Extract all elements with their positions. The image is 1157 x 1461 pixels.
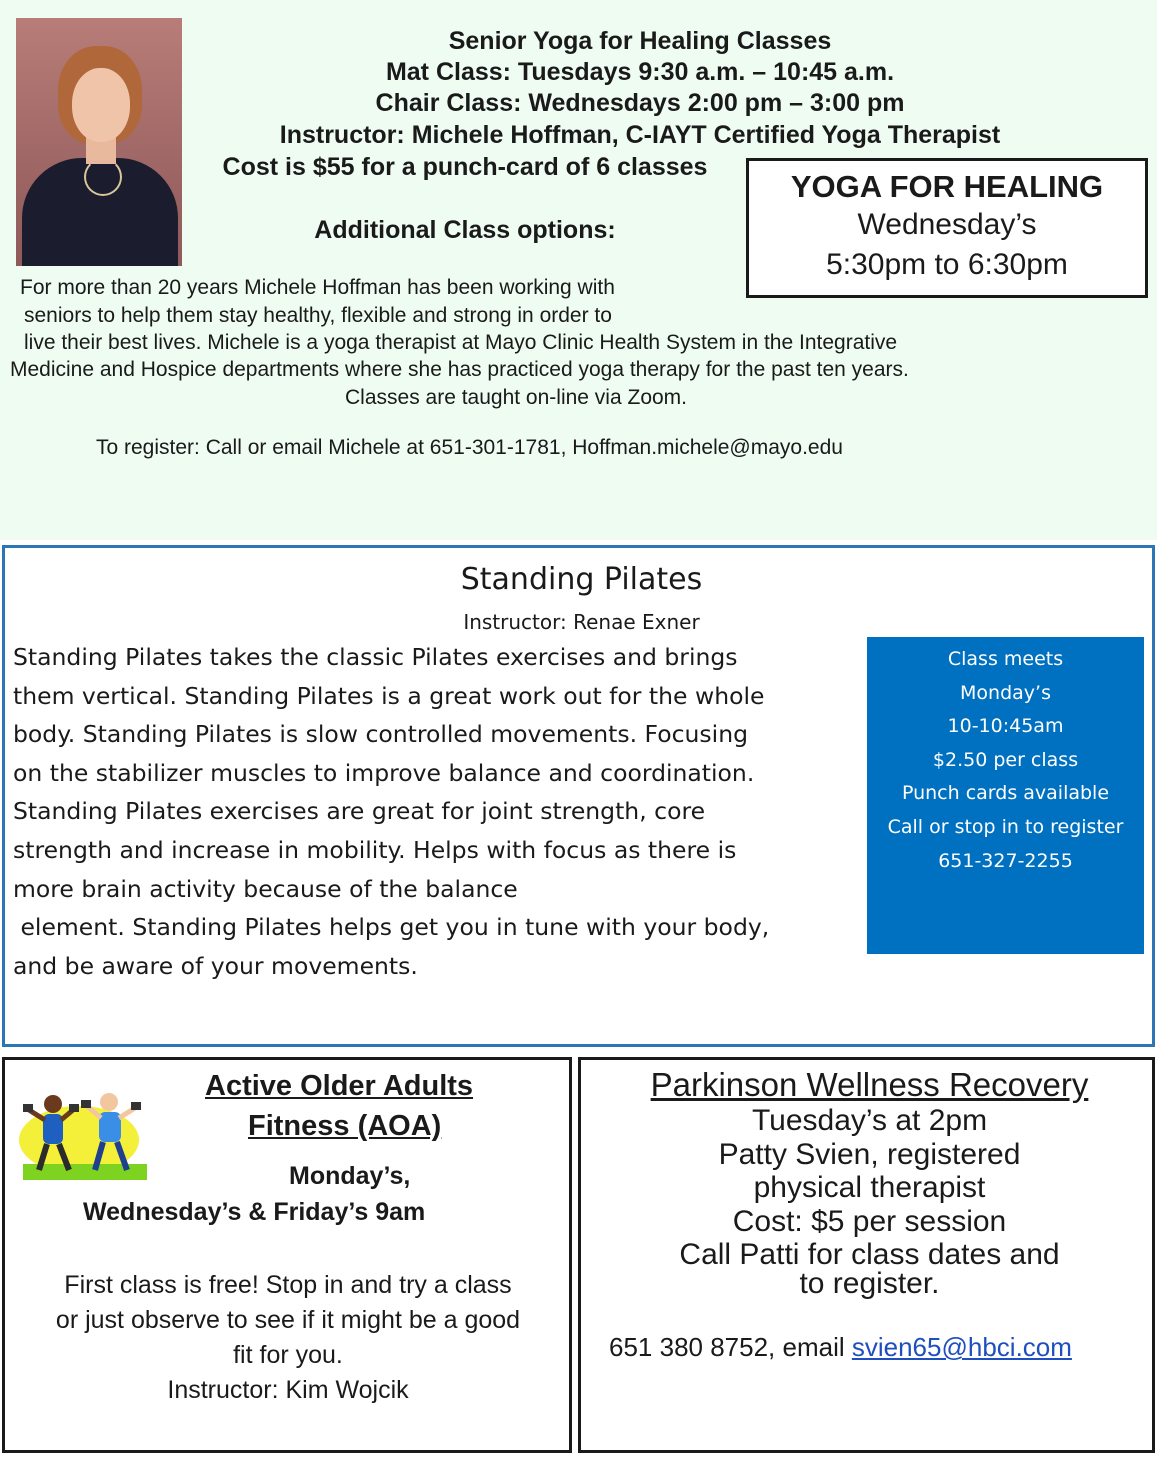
pilates-description-line: and be aware of your movements. [13,951,418,980]
parkinson-detail-line: Patty Svien, registered [718,1137,1021,1171]
pilates-description-line: more brain activity because of the balance [13,874,518,903]
yoga-cost: Cost is $55 for a punch-card of 6 classes [222,153,708,181]
yoga-description-line: For more than 20 years Michele Hoffman has been working with [20,276,615,299]
parkinson-detail-line: to register. [799,1266,940,1300]
aoa-description-line: or just observe to see if it might be a good [55,1306,521,1334]
pilates-description-line: strength and increase in mobility. Helps with focus as there is [13,835,737,864]
pilates-description-line: on the stabilizer muscles to improve balance and coordination. [13,758,755,787]
pilates-box-line: Monday’s [960,681,1051,704]
parkinson-phone: 651 380 8752, email [609,1332,852,1362]
aoa-days: Wednesday’s & Friday’s 9am [83,1198,426,1226]
aoa-section [2,1057,572,1453]
pilates-box-line: $2.50 per class [932,748,1079,771]
yoga-chair-class: Chair Class: Wednesdays 2:00 pm – 3:00 pm [375,89,905,117]
pilates-instructor: Instructor: Renae Exner [463,610,700,634]
aoa-description-line: fit for you. [233,1341,343,1369]
pilates-description-line: element. Standing Pilates helps get you in tune with your body, [13,913,770,942]
pilates-box-line: Call or stop in to register [887,815,1124,838]
parkinson-section [578,1057,1155,1453]
parkinson-detail-line: Cost: $5 per session [732,1204,1007,1238]
pilates-description [13,638,863,985]
pilates-schedule-box [867,637,1144,954]
parkinson-email-link[interactable]: svien65@hbci.com [851,1332,1072,1362]
pilates-title: Standing Pilates [460,562,703,597]
exercise-clipart [17,1080,153,1182]
yoga-additional-options: Additional Class options: [314,216,616,244]
parkinson-detail-line: physical therapist [753,1171,986,1204]
pilates-description-line: body. Standing Pilates is slow controlled movements. Focusing [13,720,749,749]
aoa-days: Monday’s, [289,1162,411,1190]
pilates-description-line: Standing Pilates takes the classic Pilates exercises and brings [13,643,738,671]
parkinson-detail-line: Call Patti for class dates and [679,1238,1060,1271]
yoga-description-line: live their best lives. Michele is a yoga therapist at Mayo Clinic Health System in the Integrative [24,331,898,354]
pilates-box-line: 651-327-2255 [938,849,1073,872]
parkinson-contact [609,1332,1072,1363]
parkinson-title: Parkinson Wellness Recovery [650,1066,1089,1103]
photo-face [72,68,130,142]
parkinson-detail-line: Tuesday’s at 2pm [751,1104,988,1137]
yoga-register-info: To register: Call or email Michele at 651-301-1781, Hoffman.michele@mayo.edu [96,436,843,459]
aoa-instructor: Instructor: Kim Wojcik [167,1376,409,1404]
instructor-photo [16,18,182,266]
parkinson-details [581,1104,1157,1300]
yoga-instructor: Instructor: Michele Hoffman, C-IAYT Certified Yoga Therapist [279,121,1001,149]
pilates-box-line: 10-10:45am [947,715,1064,738]
pilates-description-line: Standing Pilates exercises are great for joint strength, core [13,797,706,826]
aoa-description [5,1268,571,1408]
aoa-title: Fitness (AOA) [248,1110,442,1142]
aoa-description-line: First class is free! Stop in and try a class [64,1271,512,1299]
pilates-section [2,545,1155,1047]
yoga-for-healing-time: 5:30pm to 6:30pm [826,248,1068,281]
yoga-mat-class: Mat Class: Tuesdays 9:30 a.m. – 10:45 a.m. [385,58,895,86]
pilates-box-line: Class meets [947,648,1064,670]
yoga-description-line: seniors to help them stay healthy, flexible and strong in order to [24,304,612,327]
aoa-title: Active Older Adults [205,1070,474,1102]
pilates-description-line: them vertical. Standing Pilates is a great work out for the whole [13,681,765,710]
photo-necklace [84,158,122,196]
pilates-box-line: Punch cards available [901,782,1110,805]
yoga-section [0,0,1157,540]
yoga-for-healing-day: Wednesday’s [857,208,1037,241]
yoga-description-line: Classes are taught on-line via Zoom. [345,386,687,409]
yoga-title: Senior Yoga for Healing Classes [448,27,832,55]
yoga-description-line: Medicine and Hospice departments where she has practiced yoga therapy for the past ten years. [10,358,909,381]
yoga-for-healing-box [746,158,1148,298]
yoga-for-healing-title: YOGA FOR HEALING [790,169,1104,204]
